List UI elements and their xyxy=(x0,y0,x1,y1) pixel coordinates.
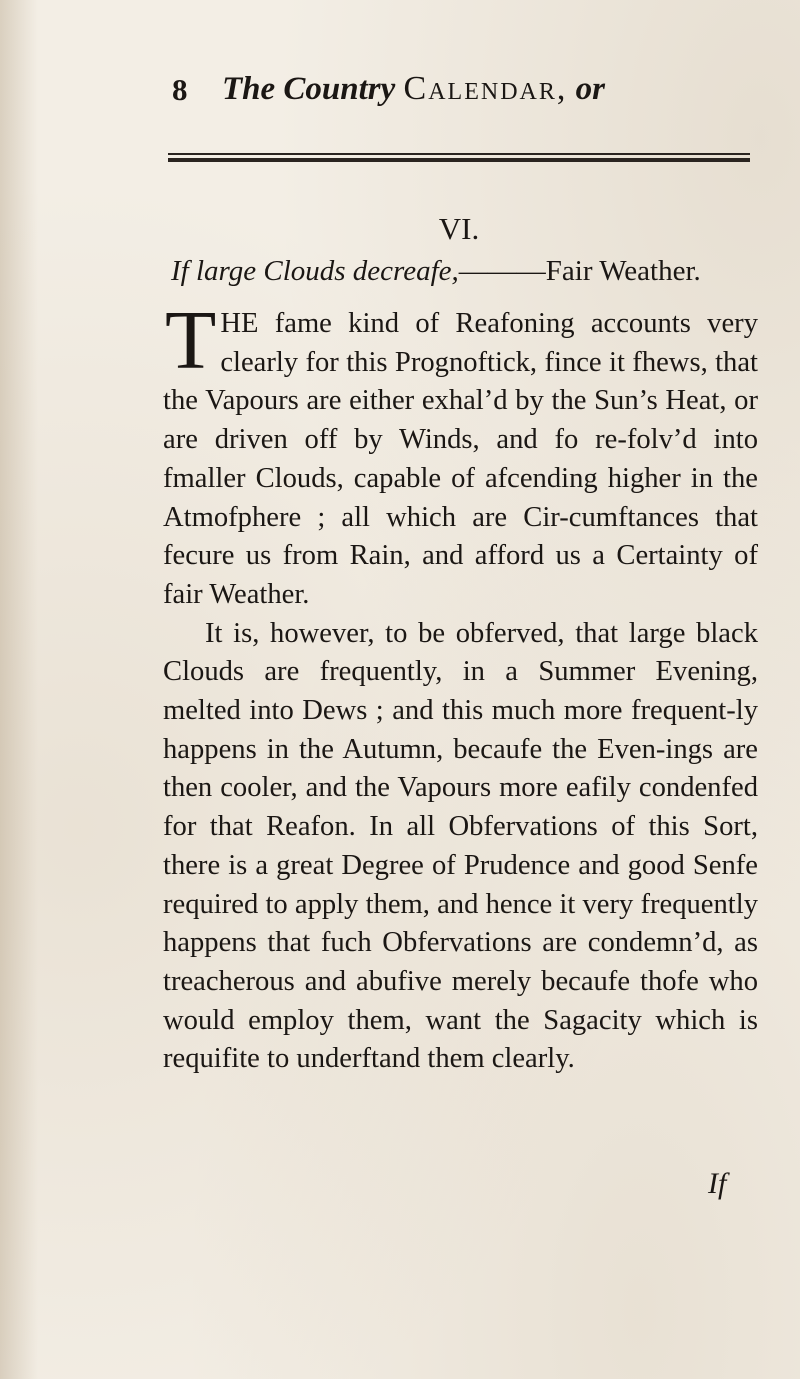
head-rule-thin xyxy=(168,153,750,155)
head-rule-thick xyxy=(168,158,750,162)
paragraph-1 xyxy=(163,294,758,615)
page-number: 8 xyxy=(172,72,188,107)
running-title-end: or xyxy=(575,71,605,107)
heading-condition: If large Clouds decreafe, xyxy=(171,255,459,287)
catchword: If xyxy=(708,1167,727,1200)
paragraph-1-text: HE fame kind of Reafoning accounts very clearly for this Prognoftick, fince it fhews, that the Vapours are either exhal’d by the Sun’s Heat, or are driven off by Winds, and fo re-folv’d into fmaller Clouds, capable of afcending higher in the Atmofphere ; all which are Cir-cumftances that fecure us from Rain, and afford us a Certainty of fair Weather. xyxy=(163,308,758,610)
section-heading xyxy=(171,255,701,288)
drop-cap: T xyxy=(165,294,217,387)
running-title xyxy=(222,70,605,108)
running-title-caps: Calendar, xyxy=(403,70,568,107)
section-number: VI. xyxy=(438,211,480,246)
heading-dash: ——— xyxy=(458,255,546,287)
running-title-italic: The Country xyxy=(222,71,396,107)
page-edge-shadow xyxy=(0,0,38,1379)
paragraph-2: It is, however, to be obferved, that large black Clouds are frequently, in a Summer Evening, melted into Dews ; and this much more frequent-ly happens in the Autumn, becaufe the Even-ings are then cooler, and the Vapours more eafily condenfed for that Reafon. In all Obfervations of this Sort, there is a great Degree of Prudence and good Senfe required to apply them, and hence it very frequently happens that fuch Obfervations are condemn’d, as treacherous and abufive merely becaufe thofe who would employ them, want the Sagacity which is requifite to underftand them clearly. xyxy=(163,617,758,1075)
running-head xyxy=(172,70,632,120)
heading-result: Fair Weather. xyxy=(545,255,701,287)
body-text xyxy=(163,294,758,1079)
